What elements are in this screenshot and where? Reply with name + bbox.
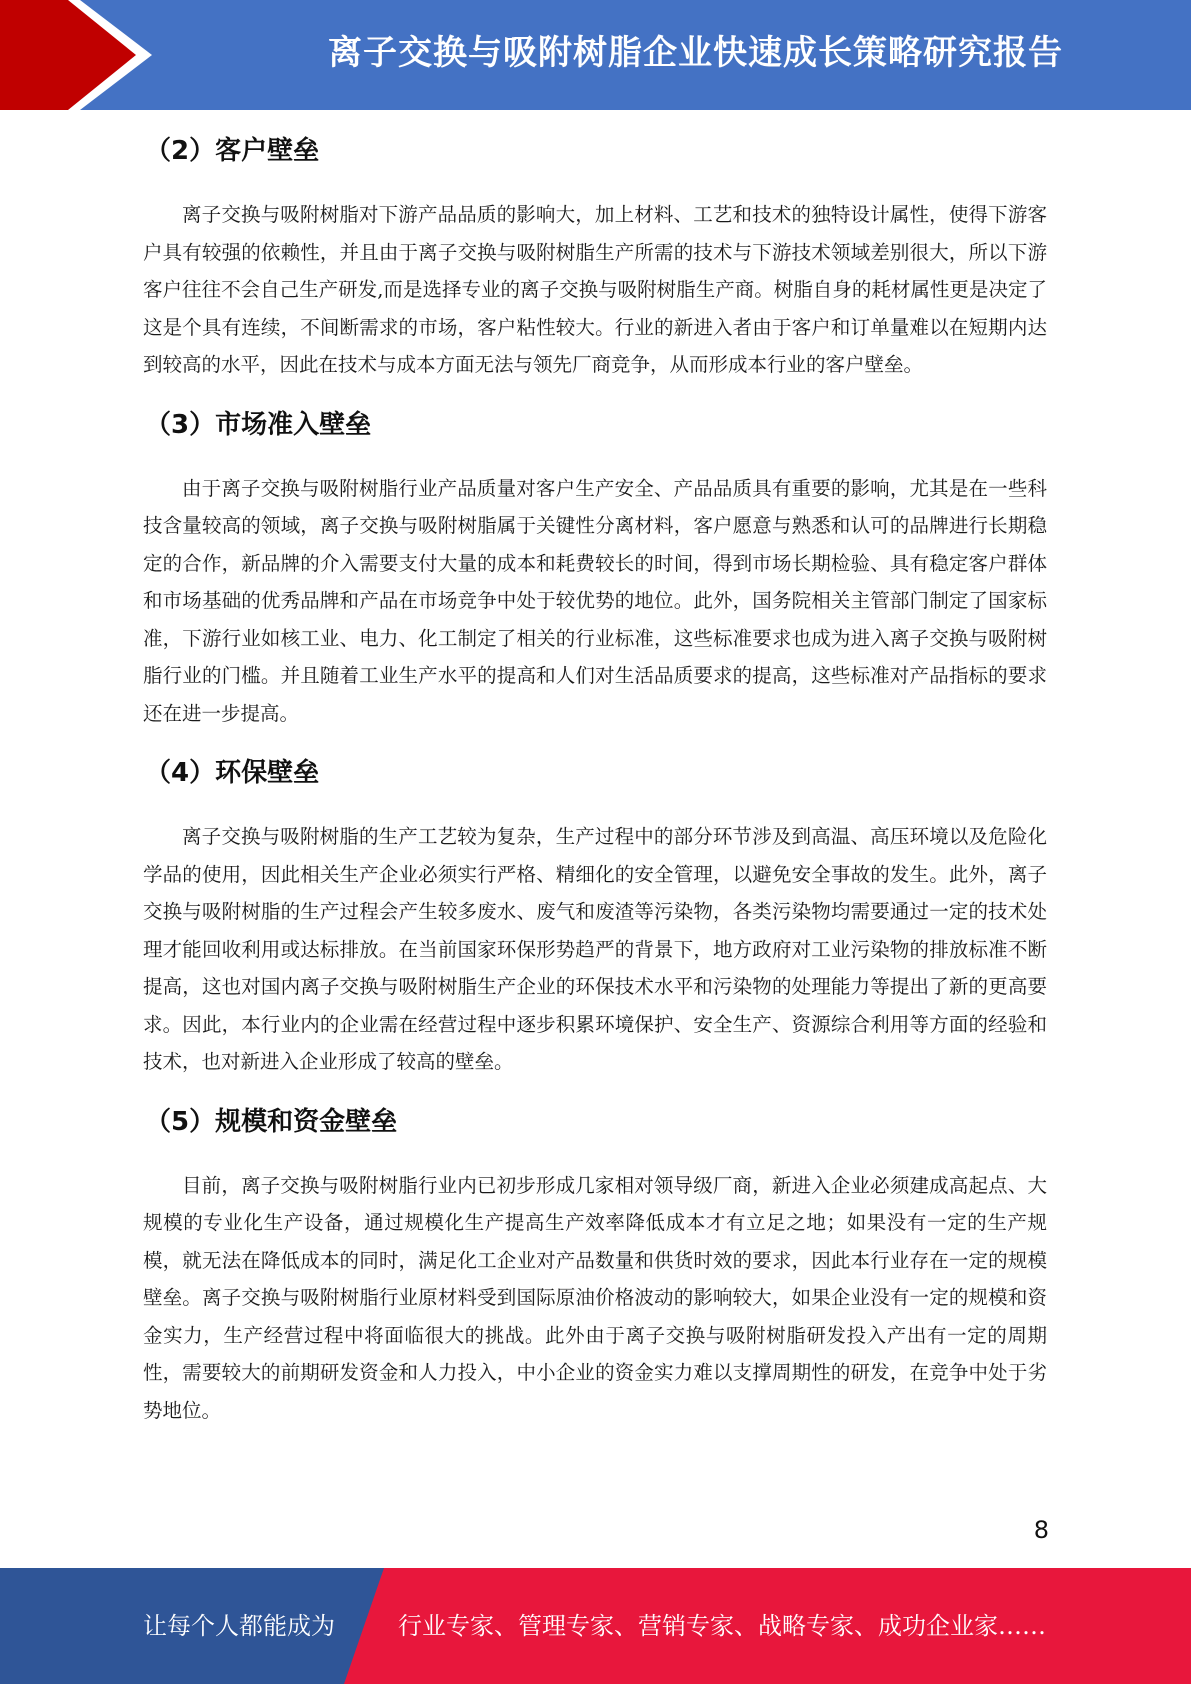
page-footer-band bbox=[0, 1568, 1191, 1684]
section-heading-scale-capital-barrier: （5）规模和资金壁垒 bbox=[145, 1106, 398, 1137]
report-title: 离子交换与吸附树脂企业快速成长策略研究报告 bbox=[328, 33, 1063, 73]
page-header-band bbox=[0, 0, 1191, 110]
section-paragraph-scale-capital-barrier: 目前，离子交换与吸附树脂行业内已初步形成几家相对领导级厂商，新进入企业必须建成高起点、大规模的专业化生产设备，通过规模化生产提高生产效率降低成本才有立足之地；如果没有一定的生产规模，就无法在降低成本的同时，满足化工企业对产品数量和供货时效的要求，因此本行业存在一定的规模壁垒。离子交换与吸附树脂行业原材料受到国际原油价格波动的影响较大，如果企业没有一定的规模和资金实力，生产经营过程中将面临很大的挑战。此外由于离子交换与吸附树脂研发投入产出有一定的周期性，需要较大的前期研发资金和人力投入，中小企业的资金实力难以支撑周期性的研发，在竞争中处于劣势地位。 bbox=[143, 1173, 1047, 1422]
document-body bbox=[143, 126, 1047, 1445]
section-heading-customer-barrier: （2）客户壁垒 bbox=[145, 136, 320, 166]
section-paragraph-environmental-barrier: 离子交换与吸附树脂的生产工艺较为复杂，生产过程中的部分环节涉及到高温、高压环境以及危险化学品的使用，因此相关生产企业必须实行严格、精细化的安全管理，以避免安全事故的发生。此外，离子交换与吸附树脂的生产过程会产生较多废水、废气和废渣等污染物，各类污染物均需要通过一定的技术处理才能回收利用或达标排放。在当前国家环保形势趋严的背景下，地方政府对工业污染物的排放标准不断提高，这也对国内离子交换与吸附树脂生产企业的环保技术水平和污染物的处理能力等提出了新的更高要求。因此，本行业内的企业需在经营过程中逐步积累环境保护、安全生产、资源综合利用等方面的经验和技术，也对新进入企业形成了较高的壁垒。 bbox=[143, 825, 1047, 1073]
section-heading-environmental-barrier: （4）环保壁垒 bbox=[145, 758, 320, 788]
page-number: 8 bbox=[1033, 1516, 1049, 1544]
header-chevron-decoration bbox=[0, 0, 160, 110]
section-paragraph-customer-barrier: 离子交换与吸附树脂对下游产品品质的影响大，加上材料、工艺和技术的独特设计属性，使得下游客户具有较强的依赖性，并且由于离子交换与吸附树脂生产所需的技术与下游技术领域差别很大，所以下游客户往往不会自己生产研发,而是选择专业的离子交换与吸附树脂生产商。树脂自身的耗材属性更是决定了这是个具有连续，不间断需求的市场，客户粘性较大。行业的新进入者由于客户和订单量难以在短期内达到较高的水平，因此在技术与成本方面无法与领先厂商竞争，从而形成本行业的客户壁垒。 bbox=[143, 203, 1047, 376]
section-paragraph-market-access-barrier: 由于离子交换与吸附树脂行业产品质量对客户生产安全、产品品质具有重要的影响，尤其是在一些科技含量较高的领域，离子交换与吸附树脂属于关键性分离材料，客户愿意与熟悉和认可的品牌进行长期稳定的合作，新品牌的介入需要支付大量的成本和耗费较长的时间，得到市场长期检验、具有稳定客户群体和市场基础的优秀品牌和产品在市场竞争中处于较优势的地位。此外，国务院相关主管部门制定了国家标准，下游行业如核工业、电力、化工制定了相关的行业标准，这些标准要求也成为进入离子交换与吸附树脂行业的门槛。并且随着工业生产水平的提高和人们对生活品质要求的提高，这些标准对产品指标的要求还在进一步提高。 bbox=[143, 476, 1047, 725]
section-heading-market-access-barrier: （3）市场准入壁垒 bbox=[145, 409, 372, 440]
footer-slogan-left: 让每个人都能成为 bbox=[143, 1612, 335, 1640]
footer-slogan-right: 行业专家、管理专家、营销专家、战略专家、成功企业家…… bbox=[398, 1612, 1046, 1640]
